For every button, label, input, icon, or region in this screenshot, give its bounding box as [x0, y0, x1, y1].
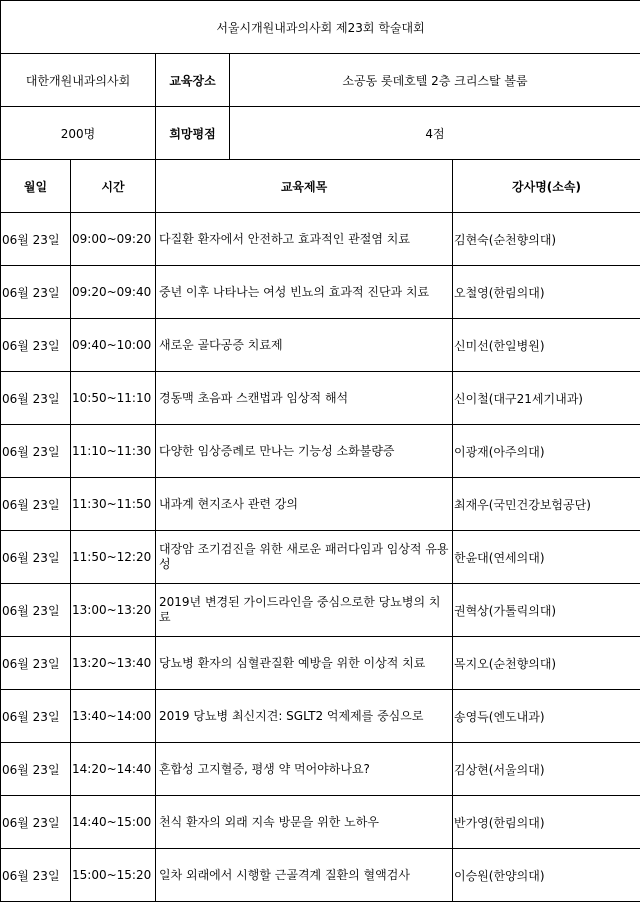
row-topic: 다질환 환자에서 안전하고 효과적인 관절염 치료: [156, 213, 453, 266]
table-row: [1, 425, 640, 478]
row-time: 13:00~13:20: [71, 584, 156, 637]
row-time: 14:40~15:00: [71, 796, 156, 849]
table-row: [1, 266, 640, 319]
row-topic: 2019 당뇨병 최신지견: SGLT2 억제제를 중심으로: [156, 690, 453, 743]
row-lecturer: 이광재(아주의대): [453, 425, 640, 478]
row-date: 06월 23일: [1, 425, 71, 478]
row-date: 06월 23일: [1, 319, 71, 372]
row-date: 06월 23일: [1, 266, 71, 319]
organizer-value: 대한개원내과의사회: [1, 54, 156, 107]
row-topic: 새로운 골다공증 치료제: [156, 319, 453, 372]
table-row: [1, 478, 640, 531]
row-lecturer: 송영득(엔도내과): [453, 690, 640, 743]
row-time: 09:40~10:00: [71, 319, 156, 372]
row-topic: 대장암 조기검진을 위한 새로운 패러다임과 임상적 유용성: [156, 531, 453, 584]
credit-value: 4점: [230, 107, 640, 160]
row-topic: 2019년 변경된 가이드라인을 중심으로한 당뇨병의 치료: [156, 584, 453, 637]
table-row: [1, 743, 640, 796]
credit-label: 희망평점: [156, 107, 230, 160]
venue-value: 소공동 롯데호텔 2층 크리스탈 볼룸: [230, 54, 640, 107]
title-row: [1, 1, 640, 54]
row-lecturer: 한윤대(연세의대): [453, 531, 640, 584]
row-date: 06월 23일: [1, 637, 71, 690]
row-lecturer: 오철영(한림의대): [453, 266, 640, 319]
row-topic: 천식 환자의 외래 지속 방문을 위한 노하우: [156, 796, 453, 849]
row-lecturer: 신미선(한일병원): [453, 319, 640, 372]
row-topic: 당뇨병 환자의 심혈관질환 예방을 위한 이상적 치료: [156, 637, 453, 690]
row-lecturer: 최재우(국민건강보험공단): [453, 478, 640, 531]
row-lecturer: 신이철(대구21세기내과): [453, 372, 640, 425]
row-topic: 일차 외래에서 시행할 근골격계 질환의 혈액검사: [156, 849, 453, 902]
row-date: 06월 23일: [1, 531, 71, 584]
row-time: 11:30~11:50: [71, 478, 156, 531]
page-title: 서울시개원내과의사회 제23회 학술대회: [1, 1, 640, 54]
row-lecturer: 반가영(한림의대): [453, 796, 640, 849]
row-time: 09:00~09:20: [71, 213, 156, 266]
row-date: 06월 23일: [1, 584, 71, 637]
row-lecturer: 권혁상(가톨릭의대): [453, 584, 640, 637]
row-topic: 중년 이후 나타나는 여성 빈뇨의 효과적 진단과 치료: [156, 266, 453, 319]
row-lecturer: 김상현(서울의대): [453, 743, 640, 796]
row-time: 14:20~14:40: [71, 743, 156, 796]
row-date: 06월 23일: [1, 849, 71, 902]
row-date: 06월 23일: [1, 690, 71, 743]
row-topic: 경동맥 초음파 스캔법과 임상적 해석: [156, 372, 453, 425]
row-time: 13:20~13:40: [71, 637, 156, 690]
table-row: [1, 796, 640, 849]
row-topic: 혼합성 고지혈증, 평생 약 먹어야하나요?: [156, 743, 453, 796]
info-row-organizer: [1, 54, 640, 107]
row-date: 06월 23일: [1, 213, 71, 266]
row-topic: 내과계 현지조사 관련 강의: [156, 478, 453, 531]
row-date: 06월 23일: [1, 796, 71, 849]
table-row: [1, 372, 640, 425]
table-row: [1, 319, 640, 372]
row-lecturer: 목지오(순천향의대): [453, 637, 640, 690]
row-lecturer: 이승원(한양의대): [453, 849, 640, 902]
row-time: 15:00~15:20: [71, 849, 156, 902]
row-time: 10:50~11:10: [71, 372, 156, 425]
row-date: 06월 23일: [1, 743, 71, 796]
table-row: [1, 849, 640, 902]
venue-label: 교육장소: [156, 54, 230, 107]
row-topic: 다양한 임상증례로 만나는 기능성 소화불량증: [156, 425, 453, 478]
row-time: 09:20~09:40: [71, 266, 156, 319]
row-date: 06월 23일: [1, 372, 71, 425]
table-header-row: [1, 160, 640, 213]
header-time: 시간: [71, 160, 156, 213]
info-row-capacity: [1, 107, 640, 160]
row-time: 11:10~11:30: [71, 425, 156, 478]
row-date: 06월 23일: [1, 478, 71, 531]
row-time: 13:40~14:00: [71, 690, 156, 743]
capacity-value: 200명: [1, 107, 156, 160]
table-row: [1, 213, 640, 266]
row-time: 11:50~12:20: [71, 531, 156, 584]
header-date: 월일: [1, 160, 71, 213]
header-topic: 교육제목: [156, 160, 453, 213]
row-lecturer: 김현숙(순천향의대): [453, 213, 640, 266]
table-row: [1, 531, 640, 584]
table-row: [1, 637, 640, 690]
table-row: [1, 584, 640, 637]
table-row: [1, 690, 640, 743]
header-lecturer: 강사명(소속): [453, 160, 640, 213]
